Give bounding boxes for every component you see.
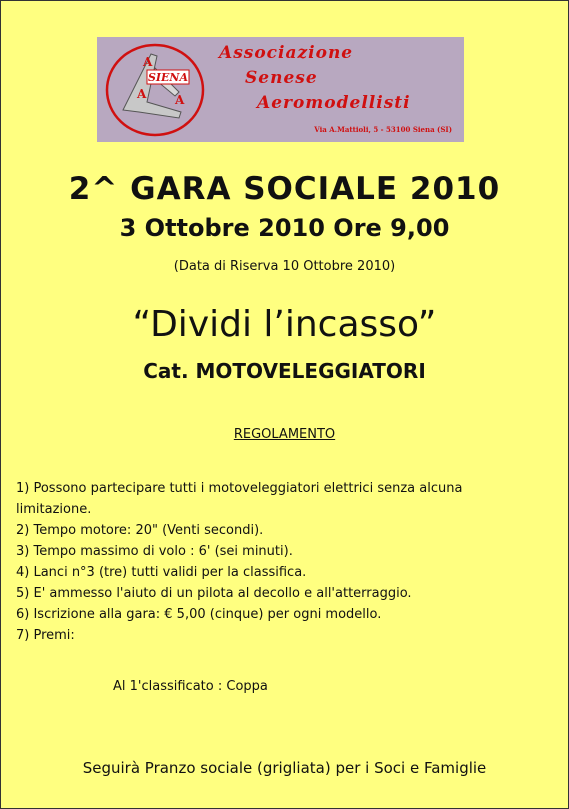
rule-item-4: 4) Lanci n°3 (tre) tutti validi per la classifica. — [16, 565, 307, 580]
logo-line-associazione: Associazione — [219, 43, 354, 63]
rule-item-3: 3) Tempo massimo di volo : 6' (sei minuti). — [16, 544, 293, 559]
emblem-letter-2: A — [137, 87, 147, 101]
emblem-siena-text: SIENA — [147, 71, 189, 84]
logo-address: Via A.Mattioli, 5 - 53100 Siena (SI) — [314, 125, 452, 134]
footer-note: Seguirà Pranzo sociale (grigliata) per i Soci e Famiglie — [82, 759, 487, 777]
competition-title: 2^ GARA SOCIALE 2010 — [68, 171, 501, 207]
logo-line-aeromodellisti: Aeromodellisti — [257, 93, 411, 113]
airplane-emblem-icon — [103, 42, 207, 138]
competition-date: 3 Ottobre 2010 Ore 9,00 — [119, 214, 450, 242]
rule-item-1-cont: limitazione. — [16, 502, 92, 517]
rule-item-2: 2) Tempo motore: 20" (Venti secondi). — [16, 523, 264, 538]
logo-line-senese: Senese — [245, 68, 318, 88]
category-label: Cat. MOTOVELEGGIATORI — [143, 359, 426, 383]
rule-item-7: 7) Premi: — [16, 628, 75, 643]
rule-item-1: 1) Possono partecipare tutti i motoveleggiatori elettrici senza alcuna — [16, 481, 463, 496]
prize-line: Al 1'classificato : Coppa — [113, 679, 268, 694]
association-logo — [97, 37, 464, 142]
regulation-heading: REGOLAMENTO — [233, 427, 336, 442]
event-name: “Dividi l’incasso” — [132, 304, 437, 345]
rule-item-5: 5) E' ammesso l'aiuto di un pilota al decollo e all'atterraggio. — [16, 586, 412, 601]
emblem-letter-3: A — [175, 93, 185, 107]
emblem-letter-1: A — [143, 55, 153, 69]
rule-item-6: 6) Iscrizione alla gara: € 5,00 (cinque) per ogni modello. — [16, 607, 382, 622]
reserve-date: (Data di Riserva 10 Ottobre 2010) — [173, 259, 396, 274]
rules-list — [16, 478, 536, 646]
